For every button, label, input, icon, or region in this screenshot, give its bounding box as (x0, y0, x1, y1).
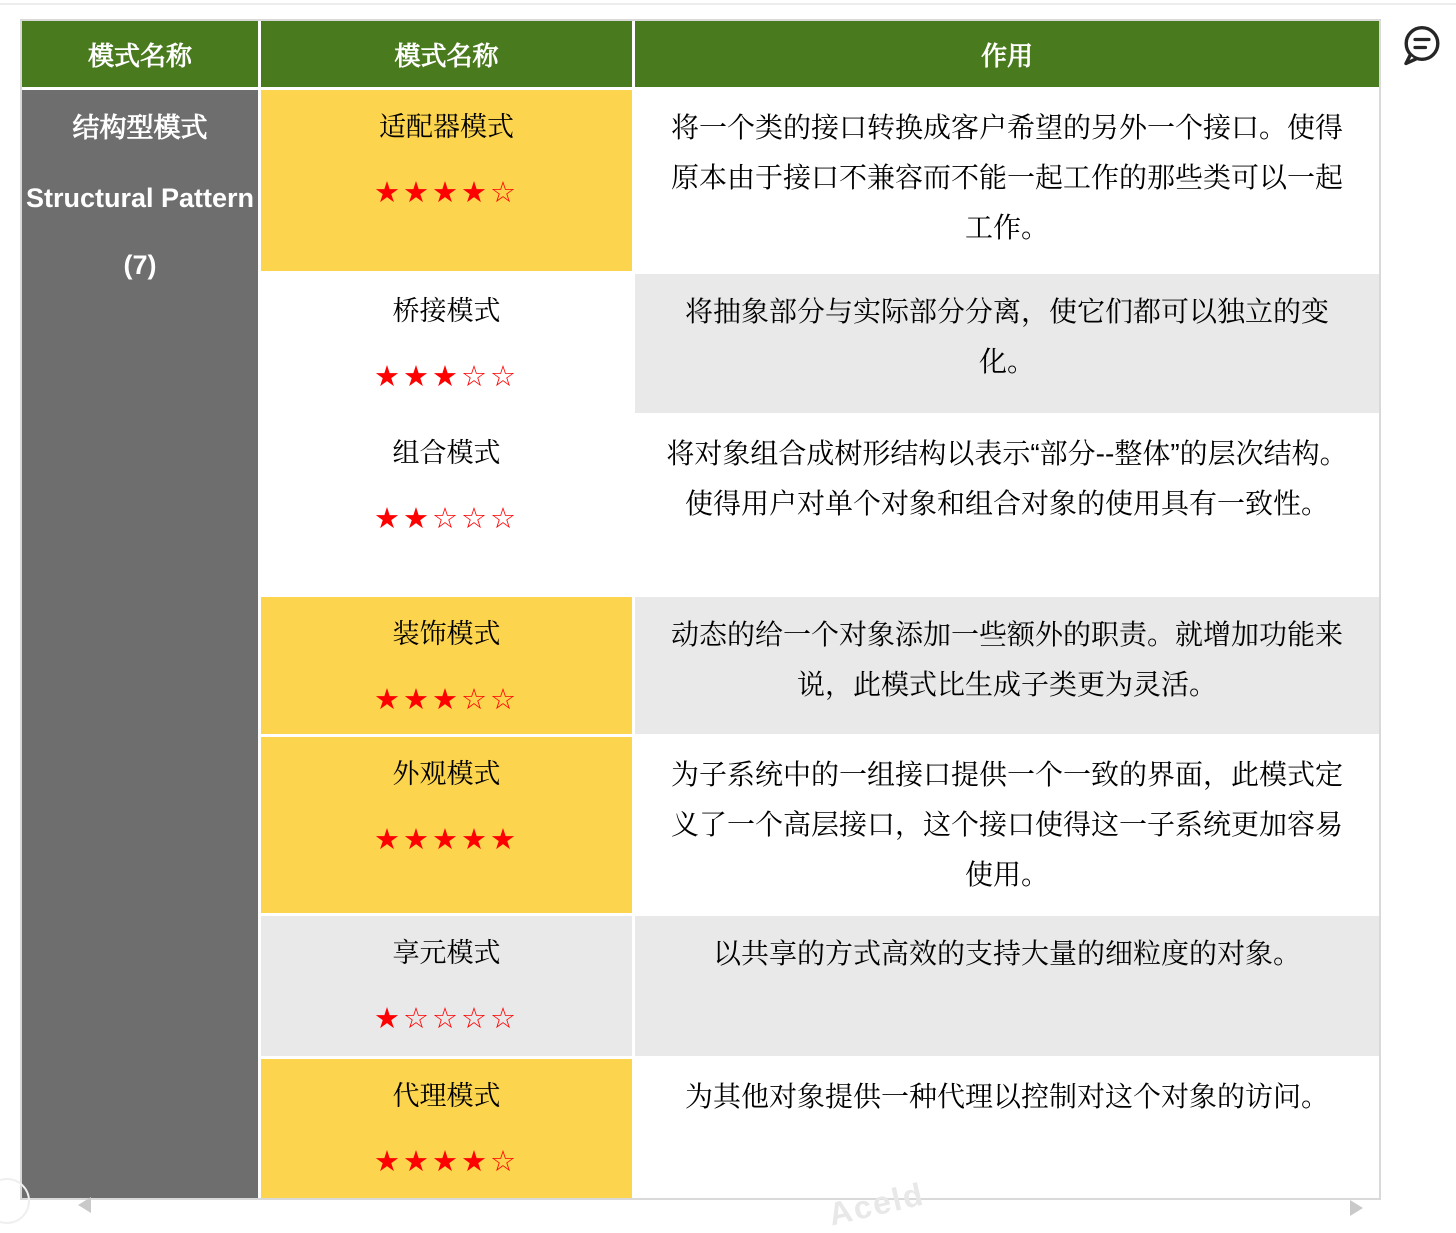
star-rating: ★★☆☆☆ (374, 503, 519, 535)
star-rating: ★☆☆☆☆ (374, 1003, 519, 1035)
category-cell (22, 90, 258, 1198)
pattern-name-cell (261, 597, 632, 734)
scroll-right-arrow[interactable] (1350, 1200, 1363, 1216)
pattern-description: 将对象组合成树形结构以表示“部分--整体”的层次结构。使得用户对单个对象和组合对象的使用具有一致性。 (635, 416, 1379, 594)
pattern-description: 将一个类的接口转换成客户希望的另外一个接口。使得原本由于接口不兼容而不能一起工作的那些类可以一起工作。 (635, 90, 1379, 271)
star-rating: ★★★☆☆ (374, 684, 519, 716)
category-subtitle: Structural Pattern (25, 183, 255, 213)
pattern-name-cell (261, 737, 632, 913)
pattern-name: 外观模式 (392, 759, 501, 789)
pattern-description: 为子系统中的一组接口提供一个一致的界面，此模式定义了一个高层接口，这个接口使得这一子系统更加容易使用。 (635, 737, 1379, 913)
star-rating: ★★★★★ (374, 824, 519, 856)
header-pattern-name: 模式名称 (261, 21, 632, 87)
pattern-name: 装饰模式 (392, 619, 501, 649)
pattern-name-cell (261, 90, 632, 271)
scroll-left-arrow[interactable] (78, 1197, 91, 1213)
pattern-name-cell (261, 274, 632, 413)
category-count: (7) (123, 250, 157, 280)
pattern-description: 以共享的方式高效的支持大量的细粒度的对象。 (635, 916, 1379, 1056)
star-rating: ★★★★☆ (374, 177, 519, 209)
pattern-name-cell (261, 416, 632, 594)
pattern-description: 为其他对象提供一种代理以控制对这个对象的访问。 (635, 1059, 1379, 1198)
comment-bubble-icon[interactable] (1398, 22, 1444, 68)
pattern-name-cell (261, 916, 632, 1056)
header-pattern-category: 模式名称 (22, 21, 258, 87)
design-patterns-table (20, 19, 1381, 1200)
star-rating: ★★★☆☆ (374, 361, 519, 393)
pattern-name: 组合模式 (392, 438, 501, 468)
pane-top-divider (0, 3, 1456, 5)
header-purpose: 作用 (635, 21, 1379, 87)
pattern-name: 桥接模式 (392, 296, 501, 326)
star-rating: ★★★★☆ (374, 1146, 519, 1178)
pattern-description: 将抽象部分与实际部分分离，使它们都可以独立的变化。 (635, 274, 1379, 413)
pattern-name: 代理模式 (392, 1081, 501, 1111)
pattern-name-cell (261, 1059, 632, 1198)
pattern-description: 动态的给一个对象添加一些额外的职责。就增加功能来说，此模式比生成子类更为灵活。 (635, 597, 1379, 734)
pattern-name: 享元模式 (392, 938, 501, 968)
category-title: 结构型模式 (72, 113, 208, 143)
pattern-name: 适配器模式 (379, 112, 514, 142)
watermark-text: Aceld (825, 1175, 928, 1233)
